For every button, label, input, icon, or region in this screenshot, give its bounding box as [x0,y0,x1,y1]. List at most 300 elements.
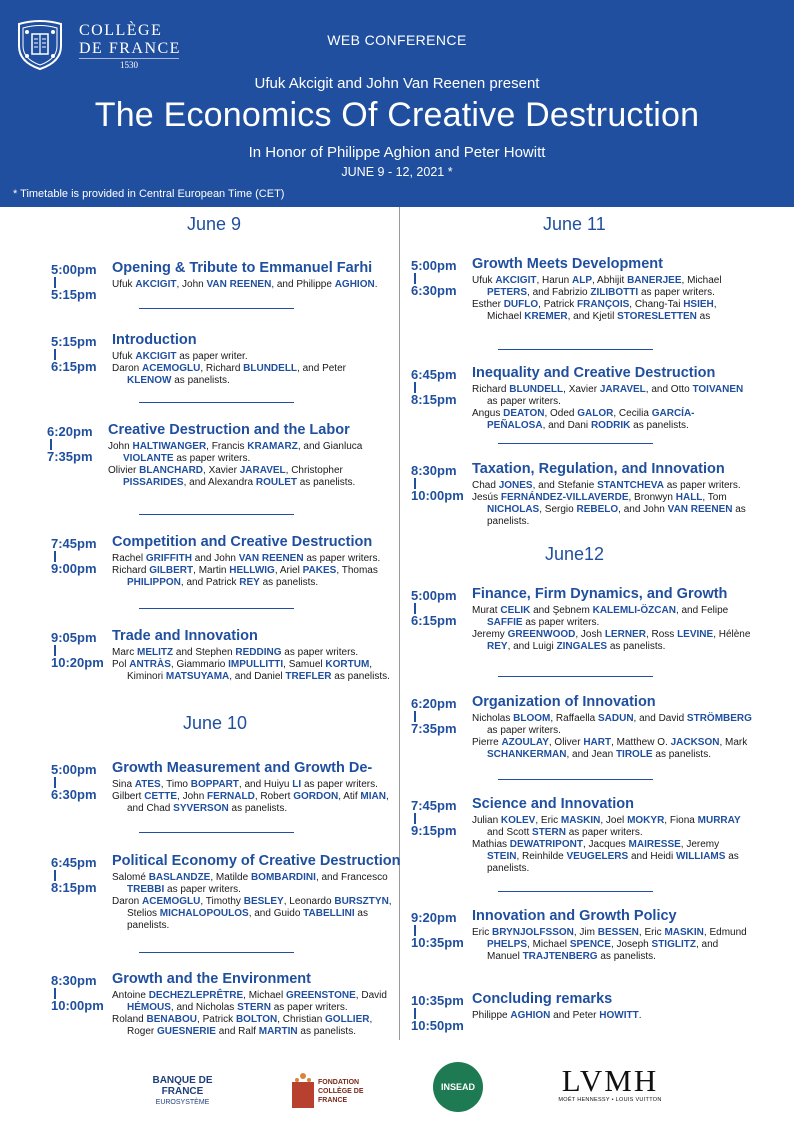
session-participants [112,553,392,589]
participant-line [112,553,392,565]
participant-text: as paper writers. [173,453,251,464]
participant-text: , and Dani [542,420,591,431]
participant-text: , and Fabrizio [527,287,591,298]
fondation-name: FONDATION COLLÈGE DE FRANCE [318,1079,364,1104]
session-end: 10:20pm [51,655,104,670]
participant-text: , David [355,990,387,1001]
participant-surname: BESLEY [243,896,284,907]
participant-text: as paper writers. [663,480,741,491]
session-title: Competition and Creative Destruction [112,534,373,550]
session-start: 10:35pm [411,993,464,1008]
participant-text: , and David [633,713,687,724]
session-start: 6:20pm [47,424,93,439]
participant-text: as panelists. [607,641,666,652]
participant-surname: ZINGALES [556,641,608,652]
participant-text: as panelists. [228,803,288,814]
participant-text: as [696,311,711,322]
participant-text: , Tom [702,492,727,503]
participant-surname: KLENOW [127,375,172,386]
participant-surname: SADUN [597,713,634,724]
participant-text: , Thomas [336,565,378,576]
participant-text: Marc [112,647,137,658]
participant-text: and Peter [550,1010,600,1021]
participant-text: , Hélène [713,629,751,640]
participant-surname: LERNER [604,629,646,640]
participant-text: and Scott [487,827,533,838]
participant-line [472,384,752,408]
participant-text: Ufuk [112,351,136,362]
participant-surname: PHELPS [487,939,528,950]
participant-surname: TIROLE [615,749,653,760]
session-end: 7:35pm [411,721,457,736]
session-end: 9:15pm [411,823,457,838]
participant-text: and John [192,553,239,564]
participant-text: , Stelios [127,896,392,919]
session-title: Taxation, Regulation, and Innovation [472,461,725,477]
participant-surname: JONES [498,480,533,491]
session-start: 6:45pm [51,855,97,870]
participant-text: , Michael [487,299,717,322]
participant-surname: VAN REENEN [667,504,733,515]
session-end: 10:00pm [51,998,104,1013]
session-end: 6:15pm [51,359,97,374]
session-participants [112,990,392,1038]
participant-surname: HALTIWANGER [132,441,207,452]
insead-logo[interactable]: INSEAD [433,1062,483,1112]
participant-text: as paper writers. [164,884,241,895]
participant-text: , Christopher [285,465,343,476]
day-heading-june-10: June 10 [183,713,248,733]
participant-text: as paper writers. [522,617,600,628]
participant-text: Nicholas [472,713,514,724]
participant-text: , and Manuel [487,939,719,962]
participant-text: , Xavier [203,465,240,476]
session-title: Inequality and Creative Destruction [472,365,716,381]
participant-text: , Harun [536,275,573,286]
participant-text: , and Guido [248,908,304,919]
session-end: 10:50pm [411,1018,464,1033]
session-start: 6:20pm [411,696,457,711]
participant-text: Pierre [472,737,502,748]
participant-text: , Giammario [170,659,229,670]
participant-surname: BASLANDZE [148,872,211,883]
participant-text: as panelists. [127,908,368,931]
participant-text: , and Philippe [271,279,335,290]
participant-text: as paper writers. [270,1002,348,1013]
participant-surname: ALP [572,275,593,286]
column-divider [399,207,400,1040]
participant-line [108,465,388,489]
participant-text: , Leonardo [283,896,335,907]
participant-surname: LI [292,779,302,790]
participant-text: and Şebnem [530,605,593,616]
participant-text: , Patrick [197,1014,236,1025]
participant-line [472,737,752,761]
session-participants [472,815,752,875]
participant-text: , Josh [575,629,605,640]
participant-text: Mathias [472,839,510,850]
header-banner [0,0,794,207]
session-start: 8:30pm [51,973,97,988]
participant-text: , and Otto [645,384,693,395]
participant-surname: BESSEN [597,927,639,938]
session-title: Science and Innovation [472,796,634,812]
participant-text: , Oliver [548,737,584,748]
participant-text: as panelists. [597,951,656,962]
lvmh-logo[interactable] [555,1065,665,1103]
participant-surname: GREENSTONE [285,990,356,1001]
fondation-college-de-france-logo[interactable] [290,1068,370,1112]
session-end: 5:15pm [51,287,97,302]
participant-surname: GILBERT [149,565,194,576]
participant-text: Jeremy [472,629,508,640]
session-title: Trade and Innovation [112,628,258,644]
participant-line [108,441,388,465]
session-participants [472,605,752,653]
participant-surname: BLUNDELL [509,384,564,395]
participant-line [112,990,392,1014]
participant-surname: GARCÍA-PEÑALOSA [487,408,695,431]
participant-surname: BURSZTYN [334,896,389,907]
participant-text: , Jim [573,927,598,938]
participant-text: Murat [472,605,501,616]
session-end: 8:15pm [411,392,457,407]
session-separator [498,349,653,350]
session-end: 10:35pm [411,935,464,950]
participant-text: as panelists. [652,749,711,760]
participant-surname: JARAVEL [599,384,646,395]
session-separator [139,608,294,609]
participant-text: and Heidi [628,851,676,862]
participant-line [472,1010,752,1022]
participant-line [472,605,752,629]
participant-surname: ATES [134,779,161,790]
participant-text: as paper writers. [487,396,561,407]
participant-text: , Timo [160,779,191,790]
session-participants [112,779,392,815]
participant-text: , and Stefanie [532,480,598,491]
participant-text: , Patrick [538,299,578,310]
participant-surname: AKCIGIT [495,275,537,286]
participant-text: Jesús [472,492,501,503]
session-separator [498,891,653,892]
participant-line [112,565,392,589]
participant-text: , Jacques [582,839,629,850]
session-participants [472,1010,752,1022]
participant-surname: AGHION [334,279,375,290]
participant-text: , Joseph [610,939,652,950]
participant-surname: TABELLINI [303,908,355,919]
participant-text: Esther [472,299,504,310]
session-title: Growth Meets Development [472,256,663,272]
participant-text: , and Jean [566,749,616,760]
banque-de-france-name: BANQUE DE FRANCE [152,1075,213,1097]
participant-surname: PETERS [487,287,528,298]
participant-text: , and Chad [127,791,389,814]
participant-surname: PAKES [302,565,337,576]
participant-text: as panelists. [331,671,390,682]
participant-text: , Reinhilde [516,851,567,862]
participant-text: , John [176,279,207,290]
participant-text: , and Peter [297,363,346,374]
session-end: 9:00pm [51,561,97,576]
session-title: Finance, Firm Dynamics, and Growth [472,586,728,602]
participant-surname: VEUGELERS [566,851,629,862]
participant-surname: MATSUYAMA [165,671,230,682]
participant-surname: SYVERSON [173,803,229,814]
participant-surname: GRIFFITH [145,553,193,564]
participant-text: , and Gianluca [297,441,363,452]
participant-text: , John [177,791,208,802]
participant-surname: ROULET [255,477,297,488]
participant-surname: HOWITT [599,1010,639,1021]
participant-text: as paper writers. [301,779,378,790]
participant-surname: VAN REENEN [238,553,304,564]
participant-line [112,779,392,791]
participant-text: Olivier [108,465,140,476]
participant-surname: GALOR [577,408,614,419]
participant-text: as panelists. [171,375,230,386]
participant-text: Gilbert [112,791,145,802]
participant-text: . [374,279,378,290]
participant-surname: KORTUM [325,659,370,670]
participant-surname: KALEMLI-ÖZCAN [592,605,676,616]
participant-text: , Eric [638,927,665,938]
participant-text: as panelists. [296,477,356,488]
participant-line [112,791,392,815]
participant-surname: MICHALOPOULOS [159,908,249,919]
participant-surname: HALL [675,492,703,503]
participant-surname: GORDON [293,791,339,802]
participant-surname: HART [583,737,612,748]
lvmh-sub: MOËT HENNESSY • LOUIS VUITTON [558,1097,662,1103]
session-title: Concluding remarks [472,991,613,1007]
session-participants [112,872,392,932]
participant-text: Daron [112,896,143,907]
participant-surname: TRAJTENBERG [522,951,598,962]
session-separator [498,779,653,780]
session-participants [472,713,752,761]
session-title: Growth Measurement and Growth De- [112,760,373,776]
participant-surname: DEWATRIPONT [509,839,583,850]
participant-text: , Bronwyn [628,492,676,503]
participant-text: , and Francesco [315,872,388,883]
participant-text: , Martin [193,565,230,576]
participant-line [112,647,392,659]
participant-line [472,299,752,323]
session-end: 6:15pm [411,613,457,628]
participant-line [112,1014,392,1038]
participant-surname: AKCIGIT [135,279,177,290]
participant-text: Richard [112,565,150,576]
participant-text: , Atif [338,791,361,802]
participant-text: as paper writers. [638,287,715,298]
participant-text: Daron [112,363,143,374]
participant-text: , and Luigi [507,641,557,652]
participant-surname: BANERJEE [627,275,682,286]
participant-surname: STERN [237,1002,271,1013]
participant-surname: BLOOM [513,713,551,724]
participant-surname: STERN [532,827,566,838]
participant-text: , and John [618,504,668,515]
participant-text: Roland [112,1014,147,1025]
participant-text: Ufuk [472,275,496,286]
participant-surname: DECHEZLEPRÊTRE [148,990,244,1001]
participant-text: Chad [472,480,499,491]
participant-surname: AKCIGIT [135,351,177,362]
participant-surname: WILLIAMS [675,851,726,862]
participant-surname: MIAN [360,791,386,802]
logo-wordmark: COLLÈGE DE FRANCE [79,22,181,57]
participant-text: , Timothy [200,896,244,907]
participant-text: , Matilde [210,872,251,883]
participant-surname: FERNALD [207,791,255,802]
participant-line [472,629,752,653]
participant-text: , and Kjetil [567,311,618,322]
participant-text: , Michael [243,990,286,1001]
session-end: 6:30pm [411,283,457,298]
participant-surname: AZOULAY [501,737,549,748]
participant-surname: STORESLETTEN [617,311,697,322]
participant-surname: ZILIBOTTI [590,287,639,298]
participant-surname: JACKSON [670,737,720,748]
session-participants [112,647,392,683]
participant-surname: GUESNERIE [157,1026,216,1037]
participant-text: , Cecilia [613,408,652,419]
participant-surname: SPENCE [569,939,611,950]
participant-text: , Roger [127,1014,373,1037]
participant-surname: MASKIN [664,927,704,938]
participant-text: John [108,441,133,452]
participant-surname: GOLLIER [325,1014,370,1025]
participant-line [472,275,752,299]
participant-surname: CETTE [144,791,178,802]
presenters: Ufuk Akcigit and John Van Reenen present [254,75,540,92]
participant-text: as paper writer. [176,351,248,362]
participant-line [472,408,752,432]
session-title: Growth and the Environment [112,971,311,987]
session-separator [139,514,294,515]
honor-subtitle: In Honor of Philippe Aghion and Peter Howitt [248,144,546,161]
session-participants [112,351,392,387]
banque-de-france-logo[interactable] [140,1075,225,1106]
participant-text: , Kiminori [127,659,373,682]
participant-surname: STEIN [487,851,517,862]
participant-surname: DEATON [503,408,545,419]
session-end: 6:30pm [51,787,97,802]
participant-text: and Stephen [173,647,236,658]
session-start: 7:45pm [411,798,457,813]
day-heading-june-11: June 11 [543,214,606,234]
participant-text: , and Daniel [229,671,286,682]
participant-text: and Ralf [215,1026,259,1037]
participant-text: , Fiona [664,815,698,826]
participant-text: Angus [472,408,504,419]
participant-line [112,896,392,932]
participant-surname: REBELO [576,504,619,515]
participant-text: as panelists. [297,1026,356,1037]
participant-surname: TREBBI [127,884,165,895]
participant-text: Sina [112,779,135,790]
participant-text: , Robert [254,791,294,802]
participant-line [112,363,392,387]
session-end: 7:35pm [47,449,93,464]
session-start: 9:20pm [411,910,457,925]
page-title: The Economics Of Creative Destruction [94,96,700,134]
session-start: 7:45pm [51,536,97,551]
session-participants [472,275,752,323]
participant-surname: MAIRESSE [628,839,681,850]
participant-text: as paper writers. [281,647,359,658]
session-title: Introduction [112,332,197,348]
participant-text: , Chang-Tai [629,299,684,310]
participant-surname: TOIVANEN [692,384,744,395]
session-start: 9:05pm [51,630,97,645]
participant-surname: BOLTON [235,1014,278,1025]
participant-surname: BOMBARDINI [250,872,316,883]
participant-text: Ufuk [112,279,136,290]
participant-surname: VIOLANTE [123,453,174,464]
participant-text: , Xavier [563,384,600,395]
session-separator [139,952,294,953]
participant-text: , Samuel [283,659,326,670]
participant-surname: KOLEV [500,815,536,826]
session-start: 5:00pm [51,762,97,777]
participant-text: , Abhijit [592,275,628,286]
participant-line [472,713,752,737]
participant-surname: KRAMARZ [247,441,298,452]
participant-text: , Jeremy [680,839,720,850]
participant-surname: HSIEH [683,299,714,310]
session-separator [498,443,653,444]
participant-text: , Mark [719,737,748,748]
participant-surname: DUFLO [503,299,539,310]
participant-surname: REY [239,577,260,588]
participant-surname: HÉMOUS [127,1002,171,1013]
session-title: Opening & Tribute to Emmanuel Farhi [112,260,373,276]
participant-text: , Michael [681,275,722,286]
participant-surname: HELLWIG [229,565,275,576]
session-end: 10:00pm [411,488,464,503]
participant-surname: VAN REENEN [206,279,272,290]
participant-surname: SCHANKERMAN [487,749,567,760]
session-start: 5:00pm [411,588,457,603]
participant-text: Rachel [112,553,146,564]
session-separator [139,308,294,309]
participant-text: , Ross [645,629,678,640]
participant-surname: MASKIN [560,815,601,826]
participant-surname: PHILIPPON [127,577,181,588]
participant-line [472,492,752,528]
banque-de-france-sub: EUROSYSTÈME [155,1099,210,1106]
participant-text: , Sergio [539,504,577,515]
participant-text: as paper writers. [487,725,561,736]
participant-line [112,659,392,683]
participant-surname: NICHOLAS [487,504,540,515]
participant-surname: REY [487,641,508,652]
lvmh-wordmark: LVMH [561,1063,659,1098]
participant-line [472,927,752,963]
participant-text: Eric [472,927,492,938]
participant-surname: BRYNJOLFSSON [492,927,574,938]
participant-surname: STRÖMBERG [686,713,752,724]
participant-surname: ACEMOGLU [142,363,201,374]
participant-text: , Francis [206,441,248,452]
session-start: 5:00pm [411,258,457,273]
participant-text: , and Felipe [675,605,729,616]
session-start: 5:00pm [51,262,97,277]
logo-year: 1530 [79,58,179,70]
